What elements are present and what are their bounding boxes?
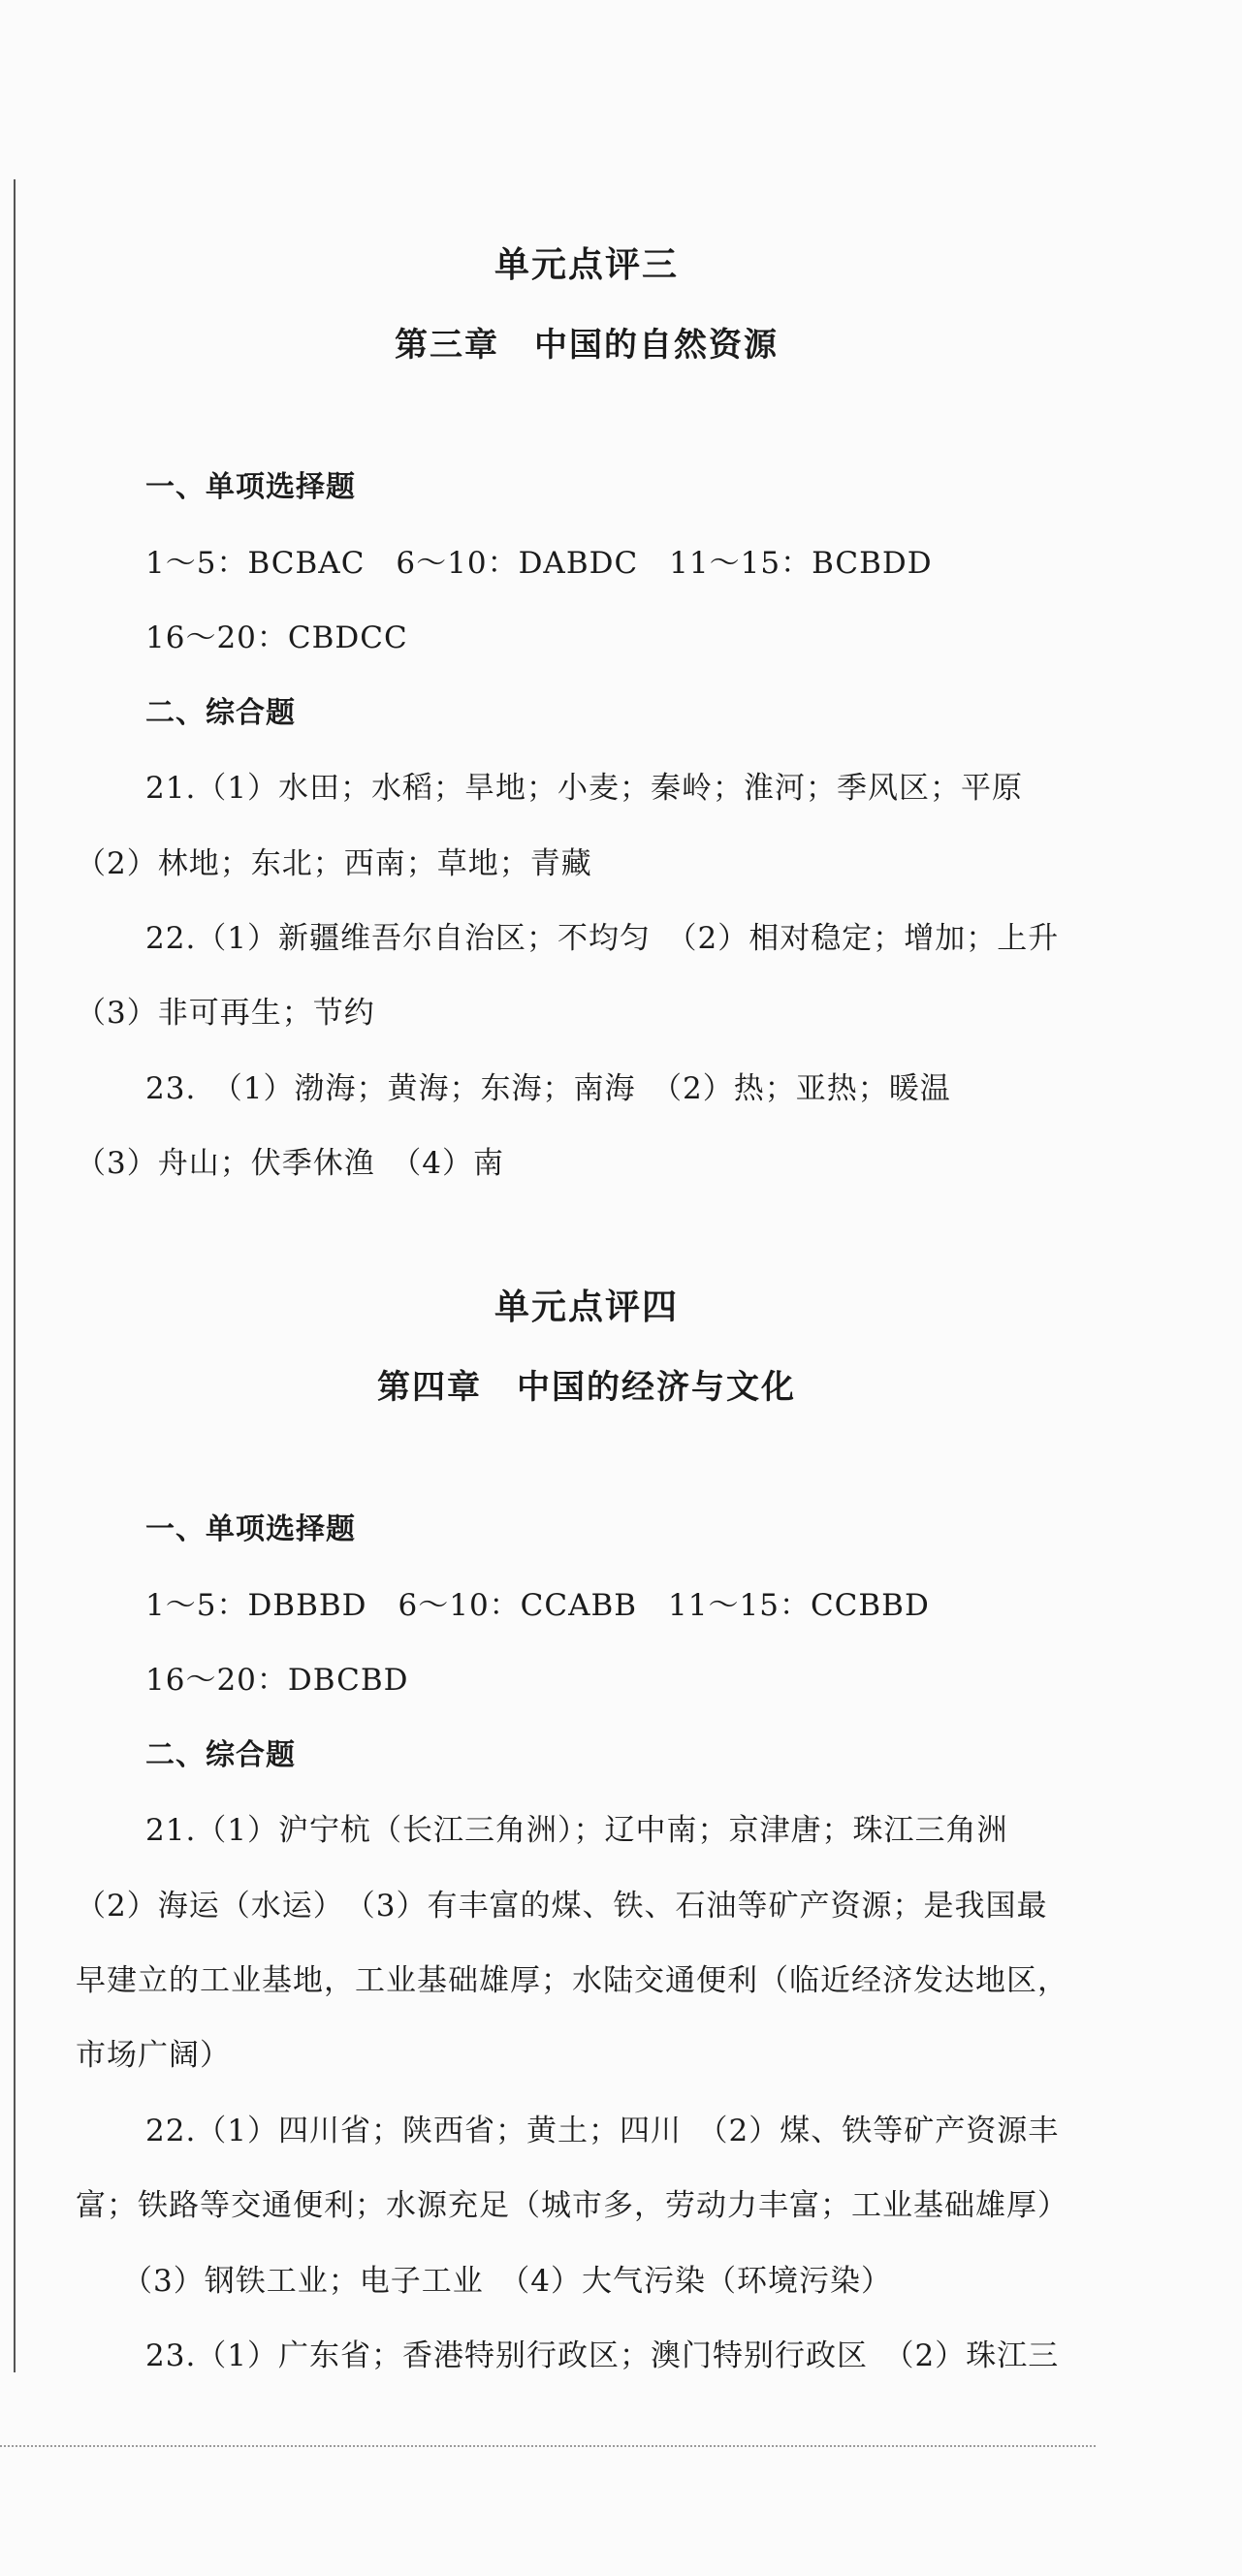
page-footer-dotted-line (0, 2445, 1096, 2447)
unit3-answer-line: 22.（1）新疆维吾尔自治区；不均匀 （2）相对稳定；增加；上升 (145, 921, 1060, 956)
unit4-section-choice: 一、单项选择题 (145, 1512, 356, 1546)
unit4-chapter-title: 第四章 中国的经济与文化 (377, 1368, 796, 1407)
unit4-answer-line: 21.（1）沪宁杭（长江三角洲）；辽中南；京津唐；珠江三角洲 (145, 1813, 1008, 1848)
unit4-answer-line: 市场广阔） (76, 2038, 231, 2073)
unit4-answer-line: 23.（1）广东省；香港特别行政区；澳门特别行政区 （2）珠江三 (145, 2338, 1060, 2373)
unit3-answer-line: （2）林地；东北；西南；草地；青藏 (76, 846, 592, 881)
unit4-answer-line: （2）海运（水运） （3）有丰富的煤、铁、石油等矿产资源；是我国最 (76, 1889, 1048, 1924)
unit3-section-choice: 一、单项选择题 (145, 470, 356, 504)
unit3-answer-line: （3）非可再生；节约 (76, 996, 375, 1031)
unit4-choice-answers-2: 16～20：DBCBD (145, 1663, 409, 1698)
unit3-choice-answers-1: 1～5：BCBAC 6～10：DABDC 11～15：BCBDD (145, 546, 933, 581)
unit3-chapter-title: 第三章 中国的自然资源 (395, 326, 779, 365)
unit3-answer-line: 23. （1）渤海；黄海；东海；南海 （2）热；亚热；暖温 (145, 1071, 951, 1106)
unit4-answer-line: （3）钢铁工业；电子工业 （4）大气污染（环境污染） (122, 2264, 892, 2299)
unit3-answer-line: 21.（1）水田；水稻；旱地；小麦；秦岭；淮河；季风区；平原 (145, 771, 1024, 806)
unit4-title: 单元点评四 (494, 1287, 679, 1327)
unit3-answer-line: （3）舟山；伏季休渔 （4）南 (76, 1146, 504, 1181)
unit4-section-comprehensive: 二、综合题 (145, 1738, 296, 1772)
unit4-answer-line: 富；铁路等交通便利；水源充足（城市多，劳动力丰富；工业基础雄厚） (76, 2188, 1068, 2223)
unit4-answer-line: 22.（1）四川省；陕西省；黄土；四川 （2）煤、铁等矿产资源丰 (145, 2114, 1060, 2148)
unit3-section-comprehensive: 二、综合题 (145, 696, 296, 730)
left-margin-rule (14, 179, 16, 2372)
unit4-choice-answers-1: 1～5：DBBBD 6～10：CCABB 11～15：CCBBD (145, 1588, 930, 1623)
unit3-title: 单元点评三 (494, 244, 679, 285)
unit4-answer-line: 早建立的工业基地，工业基础雄厚；水陆交通便利（临近经济发达地区， (76, 1963, 1068, 1998)
unit3-choice-answers-2: 16～20：CBDCC (145, 620, 408, 655)
